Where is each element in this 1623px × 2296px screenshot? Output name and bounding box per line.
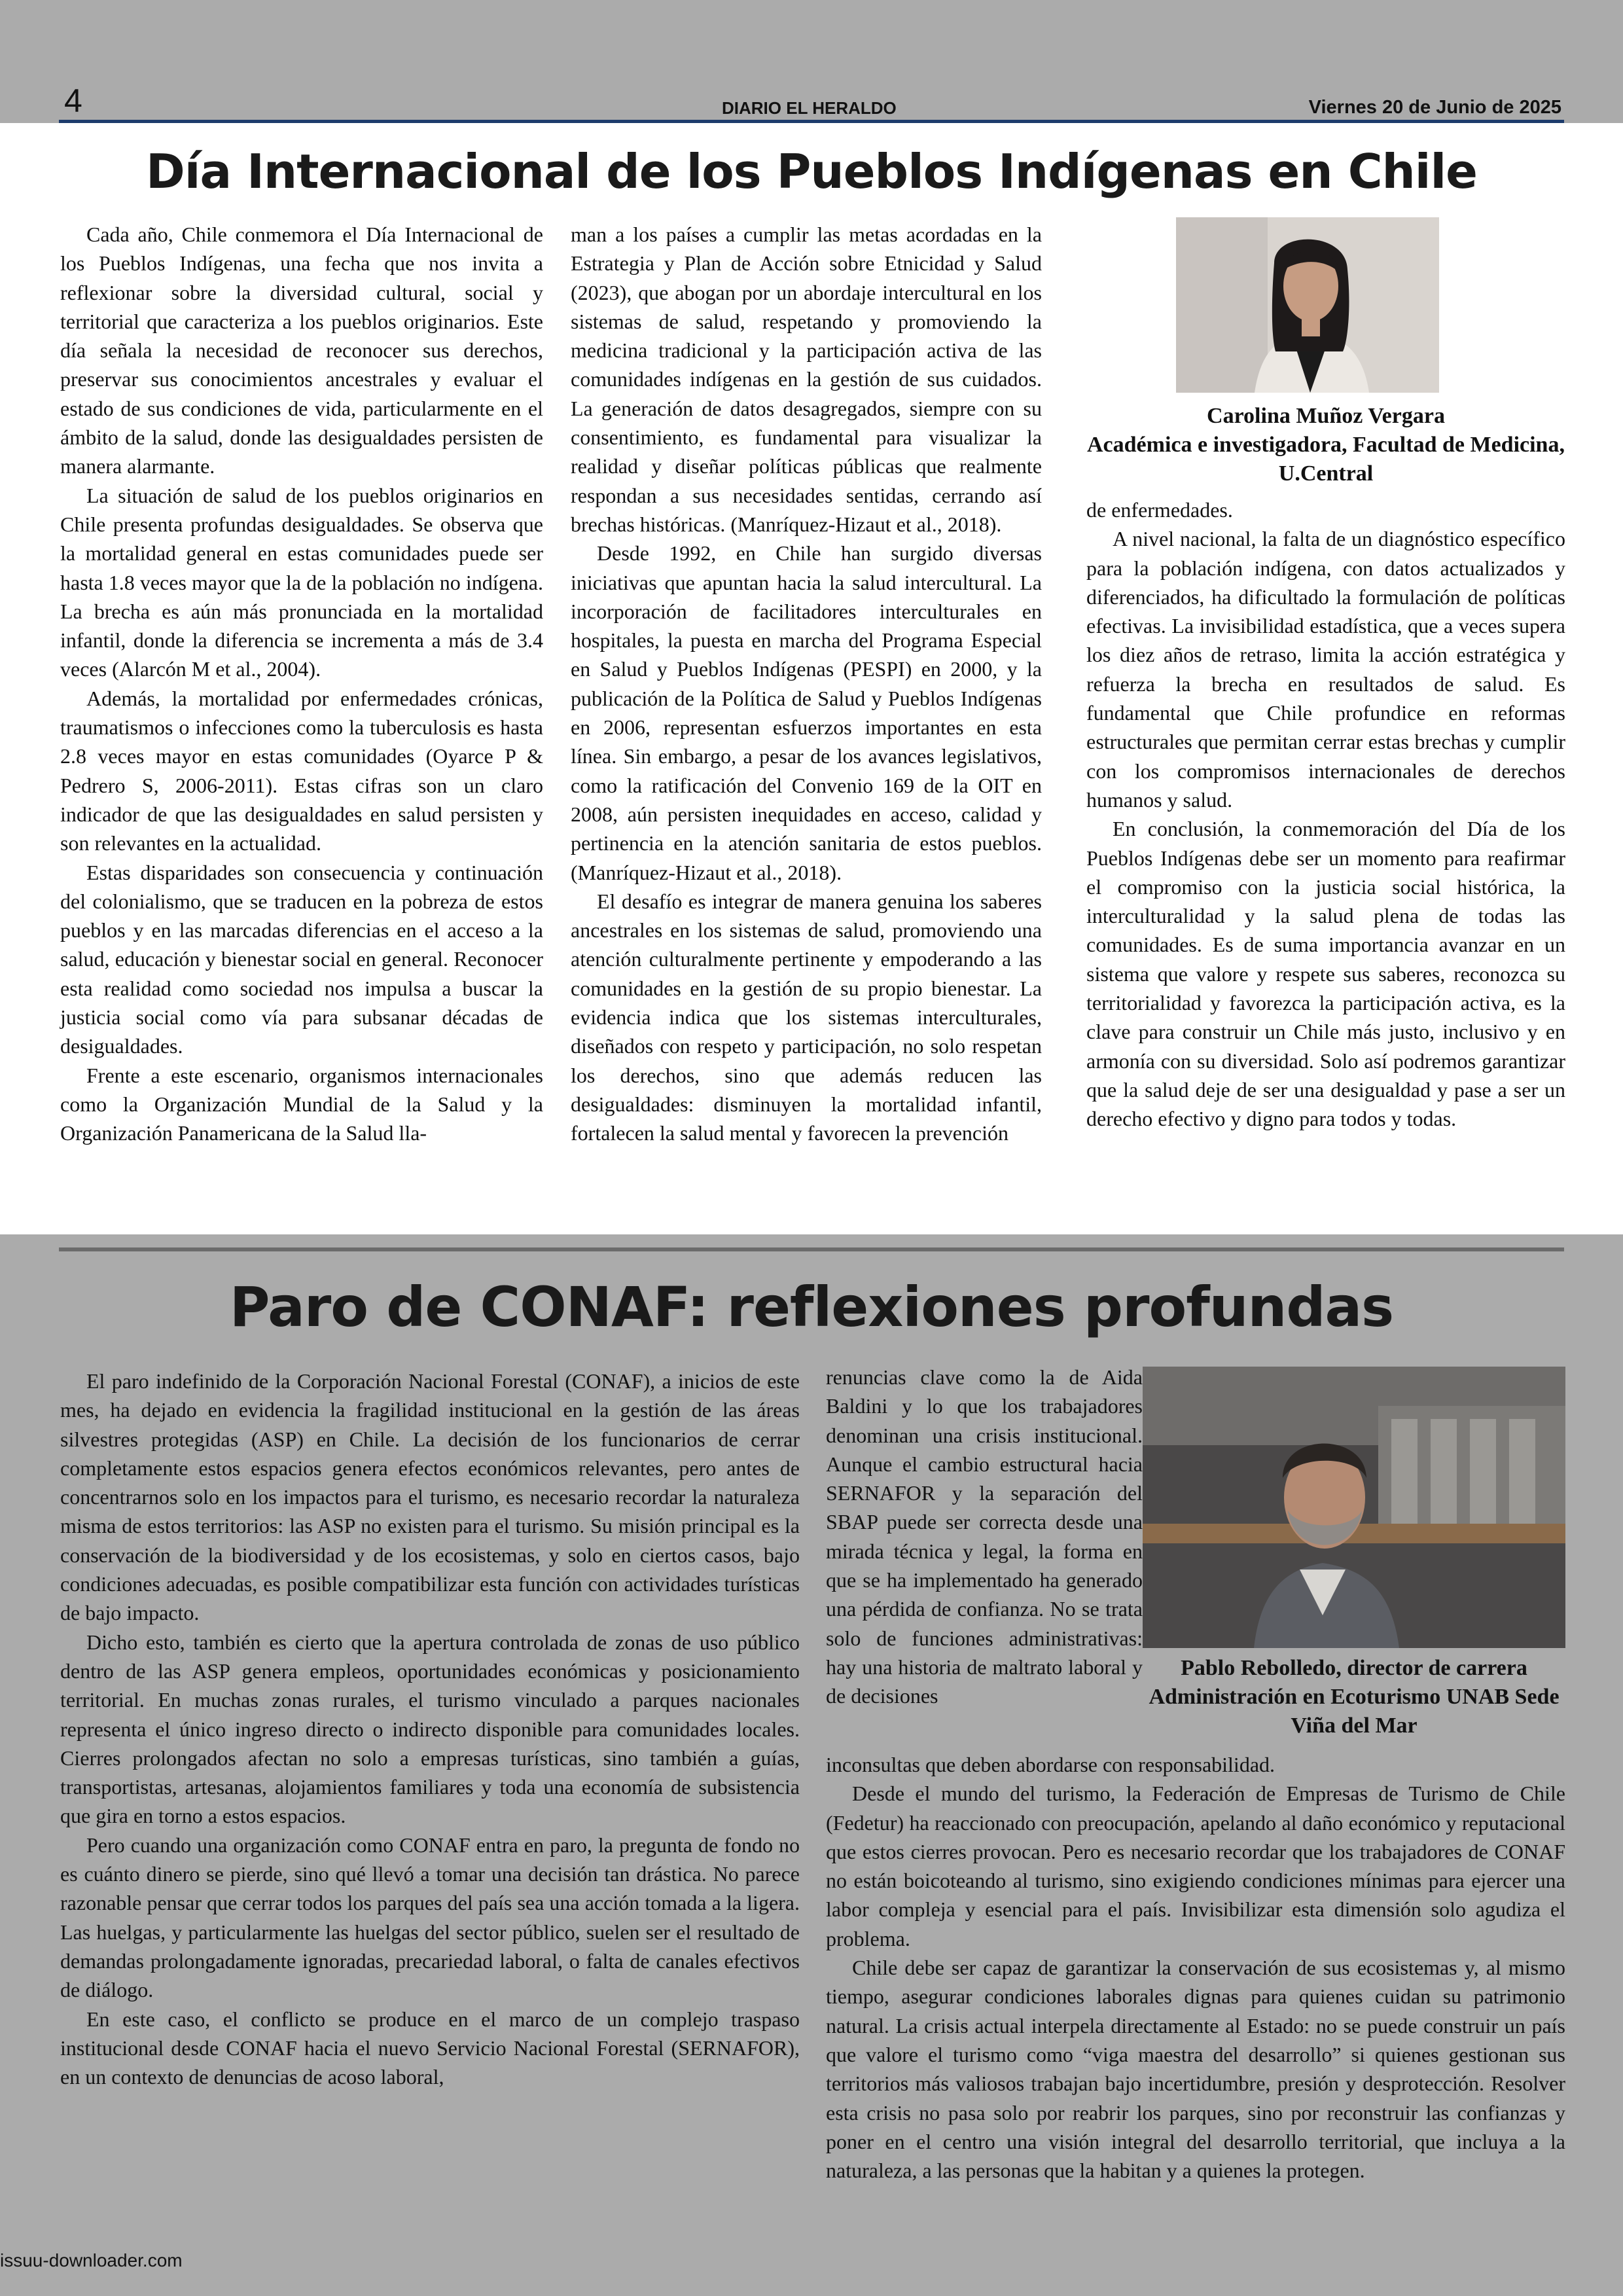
- author-portrait-image: [1176, 217, 1439, 393]
- article1-paragraph: Estas disparidades son consecuencia y continuación del colonialismo, que se traducen en la pobreza de estos pueblos y en las marcadas diferencias en el acceso a la salud, educación y bienestar social en general. Reconocer esta realidad como sociedad nos impulsa a buscar la justicia social como vía para subsanar décadas de desigualdades.: [60, 860, 543, 1058]
- article2-column-1: [60, 1367, 800, 2091]
- article2-paragraph: El paro indefinido de la Corporación Nacional Forestal (CONAF), a inicios de este mes, ha dejado en evidencia la fragilidad institucional en la gestión de las áreas silvestres protegidas (ASP) en Chile. La decisión de los funcionarios de cerrar completamente estos espacios genera efectos económicos relevantes, pero antes de concentrarnos solo en los impactos para el turismo, es necesario recordar la naturaleza misma de estos territorios: las ASP no existen para el turismo. Su misión principal es la conservación de la biodiversidad y de los ecosistemas, y solo en ciertos casos, bajo condiciones adecuadas, es posible compatibilizar esta función con actividades turísticas de bajo impacto.: [60, 1369, 800, 1625]
- author-caption-pablo: Pablo Rebolledo, director de carrera Administración en Ecoturismo UNAB Sede Viña del Mar: [1149, 1656, 1560, 1738]
- author-name: Carolina Muñoz Vergara: [1207, 404, 1445, 428]
- article1-title: Día Internacional de los Pueblos Indígenas en Chile: [146, 144, 1477, 199]
- article1-paragraph: En conclusión, la conmemoración del Día de los Pueblos Indígenas debe ser un momento para reafirmar el compromiso con la justicia social histórica, la interculturalidad y la salud plena de todas las comunidades. Es de suma importancia avanzar en un sistema que valore y respete sus saberes, reconozca su territorialidad y favorezca la participación activa, es la clave para construir un Chile más justo, inclusivo y en armonía con su diversidad. Solo así podremos garantizar que la salud deje de ser una desigualdad y pase a ser un derecho efectivo y digno para todos y todas.: [1086, 817, 1565, 1131]
- page-number: 4: [64, 82, 82, 119]
- issue-date: Viernes 20 de Junio de 2025: [1308, 97, 1561, 118]
- article2-title: Paro de CONAF: reflexiones profundas: [229, 1275, 1394, 1339]
- article2-paragraph: En este caso, el conflicto se produce en el marco de un complejo traspaso institucional desde CONAF hacia el nuevo Servicio Nacional Forestal (SERNAFOR), en un contexto de denuncias de acoso laboral,: [60, 2007, 800, 2089]
- author-role: Académica e investigadora, Facultad de Medicina, U.Central: [1087, 433, 1565, 486]
- article2-paragraph: Pero cuando una organización como CONAF entra en paro, la pregunta de fondo no es cuánto dinero se pierde, sino qué llevó a tomar una decisión tan drástica. No parece razonable pensar que cerrar todos los parques del país sea una acción tomada a la ligera. Las huelgas, y particularmente las huelgas del sector público, suelen ser el resultado de demandas prolongadamente ignoradas, precariedad laboral, o falta de canales efectivos de diálogo.: [60, 1833, 800, 2002]
- article2-paragraph: Chile debe ser capaz de garantizar la conservación de sus ecosistemas y, al mismo tiempo, asegurar condiciones laborales dignas para quienes cuidan su patrimonio natural. La crisis actual interpela directamente al Estado: no se puede construir un país que valore el turismo como “viga maestra del desarrollo” si quienes gestionan sus territorios más valiosos trabajan bajo incertidumbre, presión y desprotección. Resolver esta crisis no pasa solo por reabrir los parques, sino por reconstruir las confianzas y poner en el centro una visión integral del desarrollo territorial, que incluya a la naturaleza, a las personas que la habitan y a quienes la protegen.: [826, 1956, 1565, 2183]
- author-photo-pablo: [1143, 1367, 1565, 1648]
- article1-paragraph: Desde 1992, en Chile han surgido diversas iniciativas que apuntan hacia la salud intercultural. La incorporación de facilitadores interculturales en hospitales, la puesta en marcha del Programa Especial en Salud y Pueblos Indígenas (PESPI) en 2000, y la publicación de la Política de Salud y Pueblos Indígenas en 2006, representan esfuerzos importantes en esta línea. Sin embargo, a pesar de los avances legislativos, como la ratificación del Convenio 169 de la OIT en 2008, aún persisten inequidades en acceso, calidad y pertinencia en la atención sanitaria de estos pueblos. (Manríquez-Hizaut et al., 2018).: [571, 541, 1042, 884]
- article2-column-3: [826, 1750, 1565, 2185]
- author-caption-carolina: [1086, 402, 1565, 488]
- article1-column-3: [1086, 495, 1565, 1134]
- article1-paragraph: de enfermedades.: [1086, 498, 1233, 522]
- article2-paragraph: inconsultas que deben abordarse con responsabilidad.: [826, 1753, 1275, 1776]
- article1-paragraph: Frente a este escenario, organismos internacionales como la Organización Mundial de la Salud y la Organización Panamericana de la Salud lla-: [60, 1063, 543, 1145]
- article2-paragraph: renuncias clave como la de Aida Baldini y lo que los trabajadores denominan una crisis institucional. Aunque el cambio estructural hacia SERNAFOR y la separación del SBAP puede ser correcta desde una mirada técnica y legal, la forma en que se ha implementado ha generado una pérdida de confianza. No se trata solo de funciones administrativas: hay una historia de maltrato laboral y de decisiones: [826, 1365, 1143, 1708]
- newspaper-name: DIARIO EL HERALDO: [722, 98, 897, 118]
- article1-column-1: [60, 220, 543, 1148]
- author-portrait-image: [1143, 1367, 1565, 1648]
- article1-column-2: [571, 220, 1042, 1148]
- article1-paragraph: A nivel nacional, la falta de un diagnóstico específico para la población indígena, con datos actualizados y diferenciados, ha dificultado la formulación de políticas efectivas. La invisibilidad estadística, que a veces supera los diez años de retraso, limita la acción estratégica y refuerza la brecha en resultados de salud. Es fundamental que Chile profundice en reformas estructurales que permitan cerrar estas brechas y cumplir con los compromisos internacionales de derechos humanos y salud.: [1086, 527, 1565, 812]
- article2-paragraph: Desde el mundo del turismo, la Federación de Empresas de Turismo de Chile (Fedetur) ha reaccionado con preocupación, apelando al daño económico y reputacional que estos cierres provocan. Pero es necesario recordar que los trabajadores de CONAF no están boicoteando al turismo, sino exigiendo condiciones mínimas para ejercer una labor compleja y esencial para el país. Invisibilizar esta dimensión solo agudiza el problema.: [826, 1782, 1565, 1950]
- author-photo-carolina: [1176, 217, 1439, 393]
- article1-paragraph: man a los países a cumplir las metas acordadas en la Estrategia y Plan de Acción sobre Etnicidad y Salud (2023), que abogan por un abordaje intercultural en los sistemas de salud, respetando y promoviendo la medicina tradicional y la participación activa de las comunidades indígenas en la gestión de sus cuidados. La generación de datos desagregados, siempre con su consentimiento, es fundamental para visualizar la realidad y diseñar políticas públicas que realmente respondan a sus necesidades sentidas, cerrando así brechas históricas. (Manríquez-Hizaut et al., 2018).: [571, 223, 1042, 536]
- article1-paragraph: Cada año, Chile conmemora el Día Internacional de los Pueblos Indígenas, una fecha que nos invita a reflexionar sobre la diversidad cultural, social y territorial que caracteriza a los pueblos originarios. Este día señala la necesidad de reconocer sus derechos, preservar sus conocimientos ancestrales y evaluar el estado de sus condiciones de vida, particularmente en el ámbito de la salud, donde las desigualdades persisten de manera alarmante.: [60, 223, 543, 478]
- article1-paragraph: El desafío es integrar de manera genuina los saberes ancestrales en los sistemas de salud, promoviendo una atención culturalmente pertinente y empoderando a las comunidades en la gestión de su propio bienestar. La evidencia indica que los sistemas interculturales, diseñados con respeto y participación, no solo respetan los derechos, sino que además reducen las desigualdades: disminuyen la mortalidad infantil, fortalecen la salud mental y favorecen la prevención: [571, 889, 1042, 1145]
- article1-paragraph: La situación de salud de los pueblos originarios en Chile presenta profundas desigualdades. Se observa que la mortalidad general en estas comunidades puede ser hasta 1.8 veces mayor que la de la población no indígena. La brecha es aún más pronunciada en la mortalidad infantil, donde la diferencia se incrementa a más de 3.4 veces (Alarcón M et al., 2004).: [60, 483, 543, 681]
- section-divider: [59, 1247, 1564, 1251]
- article2-paragraph: Dicho esto, también es cierto que la apertura controlada de zonas de uso público dentro de las ASP genera empleos, oportunidades económicas y posicionamiento territorial. En muchas zonas rurales, el turismo vinculado a parques nacionales representa el único ingreso directo o indirecto disponible para comunidades locales. Cierres prolongados afectan no solo a empresas turísticas, sino también a guías, transportistas, artesanas, alojamientos familiares y toda una economía de subsistencia que gira en torno a estos espacios.: [60, 1630, 800, 1828]
- article2-column-2: [826, 1363, 1143, 1711]
- article1-paragraph: Además, la mortalidad por enfermedades crónicas, traumatismos o infecciones como la tuberculosis es hasta 2.8 veces mayor en estas comunidades (Oyarce P & Pedrero S, 2006-2011). Estas cifras son un claro indicador de que las desigualdades en salud persisten y son relevantes en la actualidad.: [60, 686, 543, 855]
- watermark-link[interactable]: issuu-downloader.com: [0, 2250, 183, 2270]
